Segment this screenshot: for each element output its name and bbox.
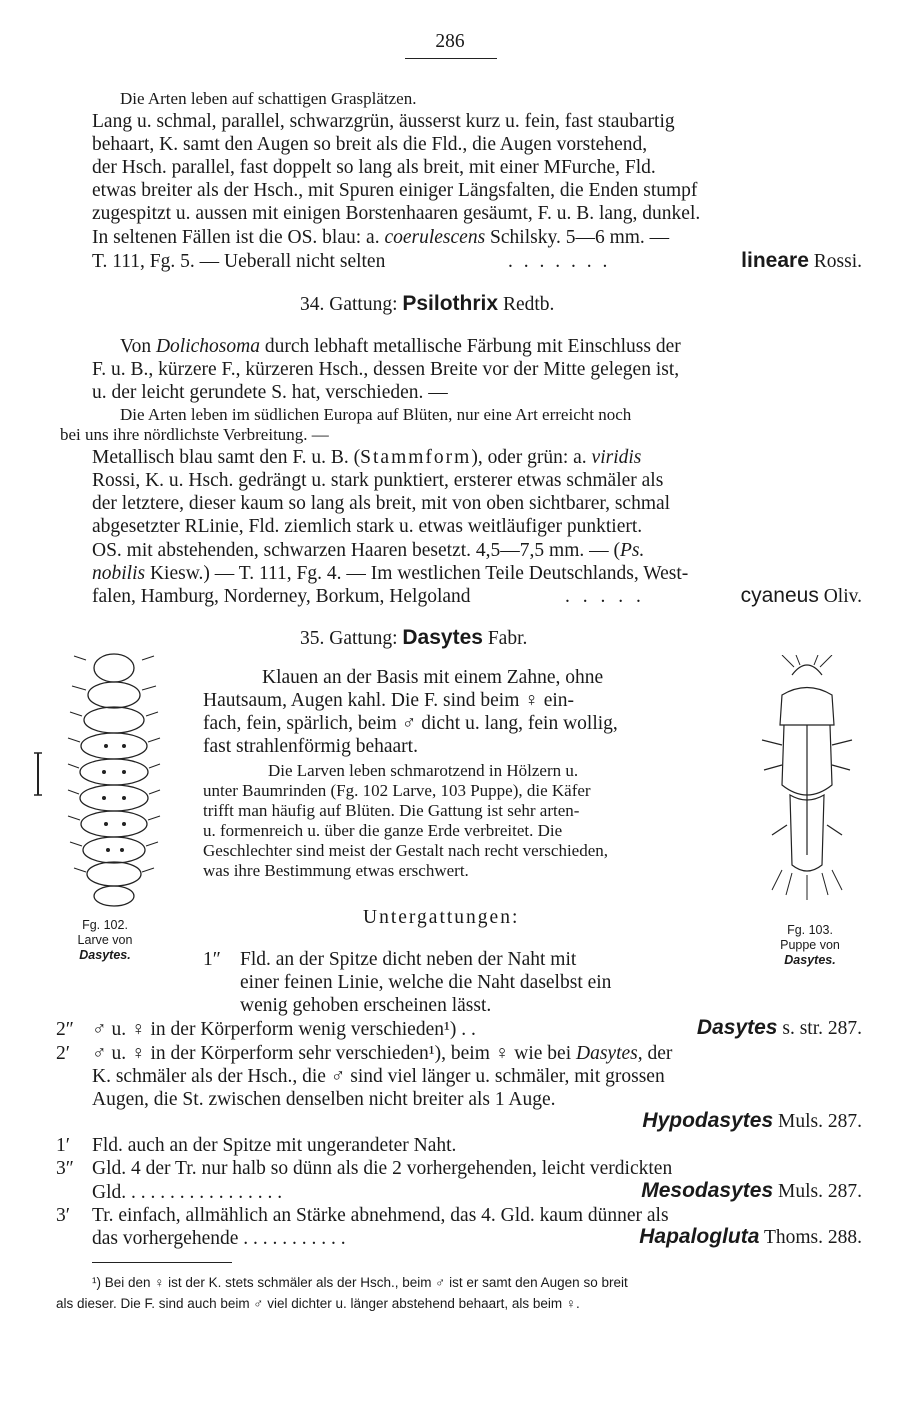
- desc-line: abgesetzter RLinie, Fld. ziemlich stark u. etwas weitläufiger punktiert.: [92, 516, 643, 537]
- figure-caption: Fg. 103. Puppe von Dasytes.: [780, 923, 840, 967]
- page-number: 286: [435, 31, 465, 52]
- habitat-note: u. formenreich u. über die ganze Erde verbreitet. Die: [203, 821, 563, 840]
- desc-line: falen, Hamburg, Norderney, Borkum, Helgoland: [92, 586, 471, 607]
- desc-line: der letztere, dieser kaum so lang als breit, mit von oben sichtbarer, schmal: [92, 493, 671, 514]
- key-line: Fld. auch an der Spitze mit ungerandeter Naht.: [92, 1135, 457, 1156]
- subgenus-name: Hypodasytes: [642, 1109, 774, 1132]
- subgenus-entry: Hypodasytes Muls. 287.: [642, 1109, 862, 1132]
- desc-line: u. der leicht gerundete S. hat, verschieden. —: [92, 382, 448, 403]
- key-line: K. schmäler als der Hsch., die ♂ sind viel länger u. schmäler, mit grossen: [92, 1066, 665, 1087]
- footnote-rule: [92, 1262, 232, 1263]
- key-line: Gld. . . . . . . . . . . . . . . . .: [92, 1182, 283, 1203]
- desc-line: Von Dolichosoma durch lebhaft metallische Färbung mit Einschluss der: [120, 336, 681, 357]
- key-number: 2″: [56, 1019, 74, 1040]
- species-name: lineare: [741, 249, 809, 272]
- species-entry: lineare Rossi.: [741, 249, 862, 272]
- subgenus-entry: Hapalogluta Thoms. 288.: [639, 1225, 862, 1248]
- ref-line: T. 111, Fg. 5. — Ueberall nicht selten: [92, 251, 386, 272]
- desc-line: Metallisch blau samt den F. u. B. (Stammform), oder grün: a. viridis: [92, 447, 642, 468]
- desc-line: der Hsch. parallel, fast doppelt so lang als breit, mit einer MFurche, Fld.: [92, 157, 656, 178]
- habitat-note: Geschlechter sind meist der Gestalt nach recht verschieden,: [203, 841, 609, 860]
- key-line: Augen, die St. zwischen denselben nicht breiter als 1 Auge.: [92, 1089, 556, 1110]
- desc-line: Klauen an der Basis mit einem Zahne, ohne: [262, 667, 604, 688]
- subgenus-name: Hapalogluta: [639, 1225, 760, 1248]
- key-line: das vorhergehende . . . . . . . . . . .: [92, 1228, 346, 1249]
- desc-line: In seltenen Fällen ist die OS. blau: a. coerulescens Schilsky. 5—6 mm. —: [92, 227, 670, 248]
- desc-line: behaart, K. samt den Augen so breit als die Fld., die Augen vorstehend,: [92, 134, 648, 155]
- habitat-note: was ihre Bestimmung etwas erschwert.: [203, 861, 469, 880]
- footnote-line: ¹) Bei den ♀ ist der K. stets schmäler als der Hsch., beim ♂ ist er samt den Augen so breit: [92, 1275, 628, 1290]
- key-number: 3′: [56, 1205, 71, 1226]
- genus-heading: 35. Gattung: Dasytes Fabr.: [300, 626, 528, 649]
- header-rule: [405, 58, 497, 59]
- genus-heading: 34. Gattung: Psilothrix Redtb.: [300, 292, 555, 315]
- desc-line: zugespitzt u. aussen mit einigen Borstenhaaren gesäumt, F. u. B. lang, dunkel.: [92, 203, 701, 224]
- key-number: 1″: [203, 949, 221, 970]
- subgenus-entry: Mesodasytes Muls. 287.: [641, 1179, 862, 1202]
- key-line: Gld. 4 der Tr. nur halb so dünn als die 2 vorhergehenden, leicht verdickten: [92, 1158, 673, 1179]
- desc-line: Rossi, K. u. Hsch. gedrängt u. stark punktiert, ersterer etwas schmäler als: [92, 470, 664, 491]
- desc-line: etwas breiter als der Hsch., mit Spuren einiger Längsfalten, die Enden stumpf: [92, 180, 698, 201]
- desc-line: fast strahlenförmig behaart.: [203, 736, 418, 757]
- key-line: wenig gehoben erscheinen lässt.: [240, 995, 492, 1016]
- key-line: Fld. an der Spitze dicht neben der Naht mit: [240, 949, 577, 970]
- key-line: ♂ u. ♀ in der Körperform wenig verschieden¹) . .: [92, 1019, 476, 1040]
- genus-name: Dasytes: [402, 626, 483, 649]
- subgenus-entry: Dasytes s. str. 287.: [696, 1016, 862, 1039]
- species-name: cyaneus: [740, 584, 819, 607]
- footnote-line: als dieser. Die F. sind auch beim ♂ viel dichter u. länger abstehend behaart, als beim ♀.: [56, 1296, 580, 1311]
- variety-name: coerulescens: [384, 227, 486, 248]
- key-number: 3″: [56, 1158, 74, 1179]
- habitat-note: trifft man häufig auf Blüten. Die Gattung ist sehr arten-: [203, 801, 580, 820]
- desc-line: Lang u. schmal, parallel, schwarzgrün, äusserst kurz u. fein, fast staubartig: [92, 111, 675, 132]
- desc-line: Hautsaum, Augen kahl. Die F. sind beim ♀ ein-: [203, 690, 575, 711]
- subgenus-name: Dasytes: [696, 1016, 778, 1039]
- figure-caption: Fg. 102. Larve von Dasytes.: [77, 918, 133, 962]
- subgenera-title: Untergattungen:: [363, 907, 520, 928]
- leader-dots: . . . . . . .: [508, 251, 611, 272]
- habitat-note: Die Arten leben auf schattigen Grasplätzen.: [120, 89, 417, 108]
- desc-line: F. u. B., kürzere F., kürzeren Hsch., dessen Breite vor der Mitte gelegen ist,: [92, 359, 680, 380]
- species-entry: cyaneus Oliv.: [740, 584, 862, 607]
- genus-name: Psilothrix: [402, 292, 499, 315]
- habitat-note: unter Baumrinden (Fg. 102 Larve, 103 Puppe), die Käfer: [203, 781, 591, 800]
- desc-line: OS. mit abstehenden, schwarzen Haaren besetzt. 4,5—7,5 mm. — (Ps.: [92, 540, 645, 561]
- key-line: Tr. einfach, allmählich an Stärke abnehmend, das 4. Gld. kaum dünner als: [92, 1205, 669, 1226]
- key-number: 2′: [56, 1043, 71, 1064]
- desc-line: fach, fein, spärlich, beim ♂ dicht u. lang, fein wollig,: [203, 713, 618, 734]
- leader-dots: . . . . .: [565, 586, 645, 607]
- key-number: 1′: [56, 1135, 71, 1156]
- desc-line: nobilis Kiesw.) — T. 111, Fg. 4. — Im westlichen Teile Deutschlands, West-: [92, 563, 689, 584]
- habitat-note: Die Arten leben im südlichen Europa auf Blüten, nur eine Art erreicht noch: [120, 405, 632, 424]
- key-line: einer feinen Linie, welche die Naht daselbst ein: [240, 972, 612, 993]
- subgenus-name: Mesodasytes: [641, 1179, 774, 1202]
- larva-figure: [28, 650, 178, 910]
- habitat-note: Die Larven leben schmarotzend in Hölzern u.: [268, 761, 579, 780]
- habitat-note: bei uns ihre nördlichste Verbreitung. —: [60, 425, 329, 444]
- pupa-figure: [752, 655, 862, 915]
- key-line: ♂ u. ♀ in der Körperform sehr verschieden¹), beim ♀ wie bei Dasytes, der: [92, 1043, 673, 1064]
